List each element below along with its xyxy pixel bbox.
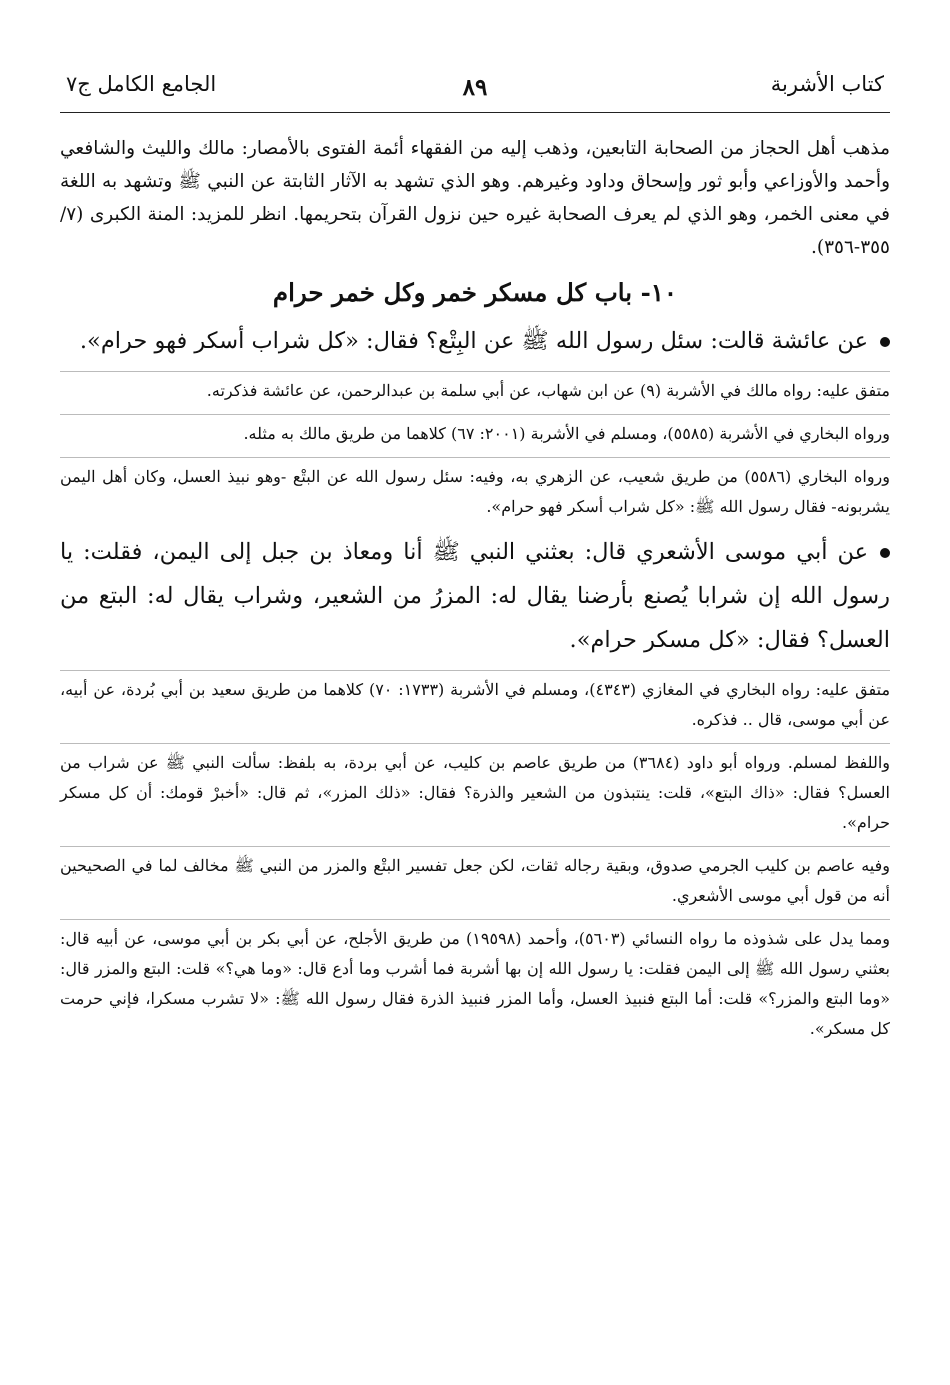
book-title: الجامع الكامل ج٧ <box>66 72 217 96</box>
bullet-icon <box>880 548 890 558</box>
takhrij-note: متفق عليه: رواه البخاري في المغازي (٤٣٤٣)، ومسلم في الأشربة (١٧٣٣: ٧٠) كلاهما من طريق سعيد بن أبي بُردة، عن أبيه، عن أبي موسى، قال .. فذكره. <box>60 670 890 735</box>
hadith-body: عن أبي موسى الأشعري قال: بعثني النبي ﷺ أنا ومعاذ بن جبل إلى اليمن، فقلت: يا رسول الله إن شرابا يُصنع بأرضنا يقال له: المزرُ من الشعير، وشراب يقال له: البتع من العسل؟ فقال: «كل مسكر حرام». <box>60 539 890 653</box>
bullet-icon <box>880 337 890 347</box>
chapter-title: كتاب الأشربة <box>770 72 884 96</box>
page-header <box>60 62 890 113</box>
takhrij-note: واللفظ لمسلم. ورواه أبو داود (٣٦٨٤) من طريق عاصم بن كليب، عن أبي بردة، به بلفظ: سألت النبي ﷺ عن شراب من العسل؟ فقال: «ذاك البتع»، قلت: ينتبذون من الشعير والذرة؟ فقال: «ذلك المزر»، ثم قال: «أخبرْ قومك: أن كل مسكر حرام». <box>60 743 890 838</box>
hadith-text <box>60 530 890 662</box>
page-body <box>60 132 890 1365</box>
hadith-body: عن عائشة قالت: سئل رسول الله ﷺ عن البِتْع؟ فقال: «كل شراب أسكر فهو حرام». <box>79 328 868 354</box>
hadith-text <box>60 319 890 363</box>
page-number: ٨٩ <box>462 74 488 101</box>
intro-paragraph: مذهب أهل الحجاز من الصحابة التابعين، وذهب إليه من الفقهاء أئمة الفتوى بالأمصار: مالك والليث والشافعي وأحمد والأوزاعي وأبو ثور وإسحاق وداود وغيرهم. وهو الذي تشهد به الآثار الثابتة عن النبي ﷺ وتشهد به اللغة في معنى الخمر، وهو الذي لم يعرف الصحابة غيره حين نزول القرآن بتحريمها. انظر للمزيد: المنة الكبرى (٧/ ٣٥٥-٣٥٦). <box>60 138 890 258</box>
takhrij-note: ورواه البخاري في الأشربة (٥٥٨٥)، ومسلم في الأشربة (٢٠٠١: ٦٧) كلاهما من طريق مالك به مثله. <box>60 414 890 449</box>
takhrij-note: ورواه البخاري (٥٥٨٦) من طريق شعيب، عن الزهري به، وفيه: سئل رسول الله عن البتْع -وهو نبيذ العسل، وكان أهل اليمن يشربونه- فقال رسول الله ﷺ: «كل شراب أسكر فهو حرام». <box>60 457 890 522</box>
takhrij-note: ومما يدل على شذوذه ما رواه النسائي (٥٦٠٣)، وأحمد (١٩٥٩٨) من طريق الأجلح، عن أبي بكر بن أبي موسى، عن أبيه قال: بعثني رسول الله ﷺ إلى اليمن فقلت: يا رسول الله إن بها أشربة فما أشرب وما أدع قال: «وما هي؟» قلت: البتع والمزر قال: «وما البتع والمزر؟» قلت: أما البتع فنبيذ العسل، وأما المزر فنبيذ الذرة فقال رسول الله ﷺ: «لا تشرب مسكرا، فإني حرمت كل مسكر». <box>60 919 890 1044</box>
takhrij-note: متفق عليه: رواه مالك في الأشربة (٩) عن ابن شهاب، عن أبي سلمة بن عبدالرحمن، عن عائشة فذكرته. <box>60 371 890 406</box>
section-heading: ١٠- باب كل مسكر خمر وكل خمر حرام <box>272 278 678 307</box>
takhrij-note: وفيه عاصم بن كليب الجرمي صدوق، وبقية رجاله ثقات، لكن جعل تفسير البتْع والمزر من النبي ﷺ مخالف لما في الصحيحين أنه من قول أبي موسى الأشعري. <box>60 846 890 911</box>
